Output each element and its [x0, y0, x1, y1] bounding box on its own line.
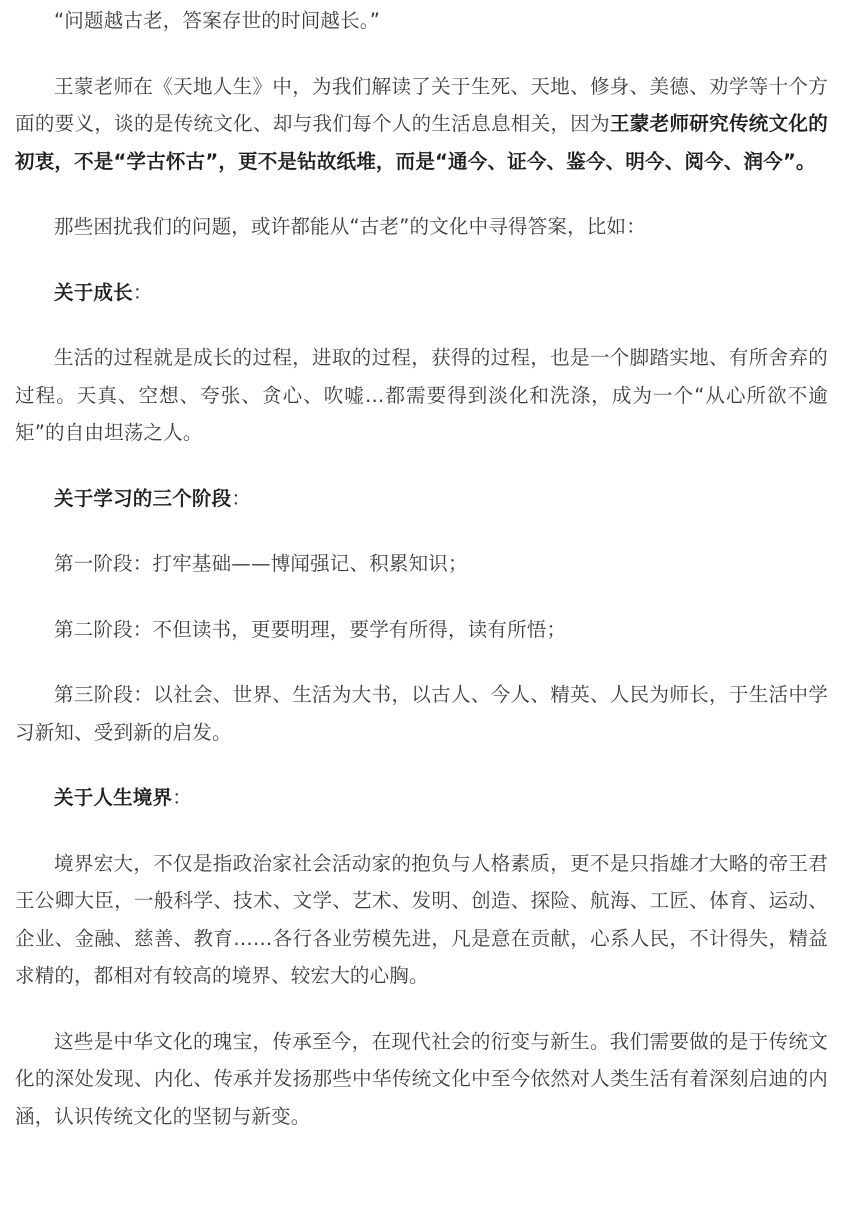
- heading-realm-colon: ：: [172, 786, 192, 809]
- intro-paragraph: [15, 68, 828, 181]
- heading-growth-text: 关于成长: [54, 280, 133, 304]
- stage-one-paragraph: 第一阶段：打牢基础——博闻强记、积累知识；: [54, 552, 468, 575]
- stage-two-paragraph: 第二阶段：不但读书，更要明理，要学有所得，读有所悟；: [54, 617, 567, 641]
- intro-text: 王蒙老师在《天地人生》中，为我们解读了关于生死、天地、修身、美德、劝学等十个方面的要义，谈的是传统文化、却与我们每个人的生活息息相关，因为: [15, 74, 828, 135]
- heading-realm-text: 关于人生境界: [54, 786, 173, 809]
- stage-three-paragraph: 第三阶段：以社会、世界、生活为大书，以古人、今人、精英、人民为师长，于生活中学习新知、受到新的启发。: [15, 683, 828, 744]
- question-paragraph: 那些困扰我们的问题，或许都能从“古老”的文化中寻得答案，比如：: [54, 215, 646, 238]
- heading-growth-colon: ：: [132, 280, 153, 304]
- growth-paragraph: 生活的过程就是成长的过程，进取的过程，获得的过程，也是一个脚踏实地、有所舍弃的过程。天真、空想、夸张、贪心、吹嘘…都需要得到淡化和洗涤，成为一个“从心所欲不逾矩”的自由坦荡之人。: [15, 346, 828, 444]
- quote-paragraph: “问题越古老，答案存世的时间越长。”: [54, 9, 381, 32]
- heading-growth: [15, 274, 828, 312]
- heading-realm: [15, 779, 828, 817]
- conclusion-paragraph: 这些是中华文化的瑰宝，传承至今，在现代社会的衍变与新生。我们需要做的是于传统文化的深处发现、内化、传承并发扬那些中华传统文化中至今依然对人类生活有着深刻启迪的内涵，认识传统文化的坚韧与新变。: [15, 1029, 828, 1128]
- heading-learning: [15, 480, 828, 518]
- intro-emphasis: 王蒙老师研究传统文化的初衷，不是“学古怀古”，更不是钻故纸堆，而是“通今、证今、鉴今、明今、阅今、润今”。: [15, 112, 828, 173]
- realm-paragraph: 境界宏大，不仅是指政治家社会活动家的抱负与人格素质，更不是只指雄才大略的帝王君王公卿大臣，一般科学、技术、文学、艺术、发明、创造、探险、航海、工匠、体育、运动、企业、金融、慈善、教育……各行各业劳模先进，凡是意在贡献，心系人民，不计得失，精益求精的，都相对有较高的境界、较宏大的心胸。: [15, 851, 828, 987]
- heading-learning-colon: ：: [231, 486, 252, 510]
- heading-learning-text: 关于学习的三个阶段: [54, 486, 232, 510]
